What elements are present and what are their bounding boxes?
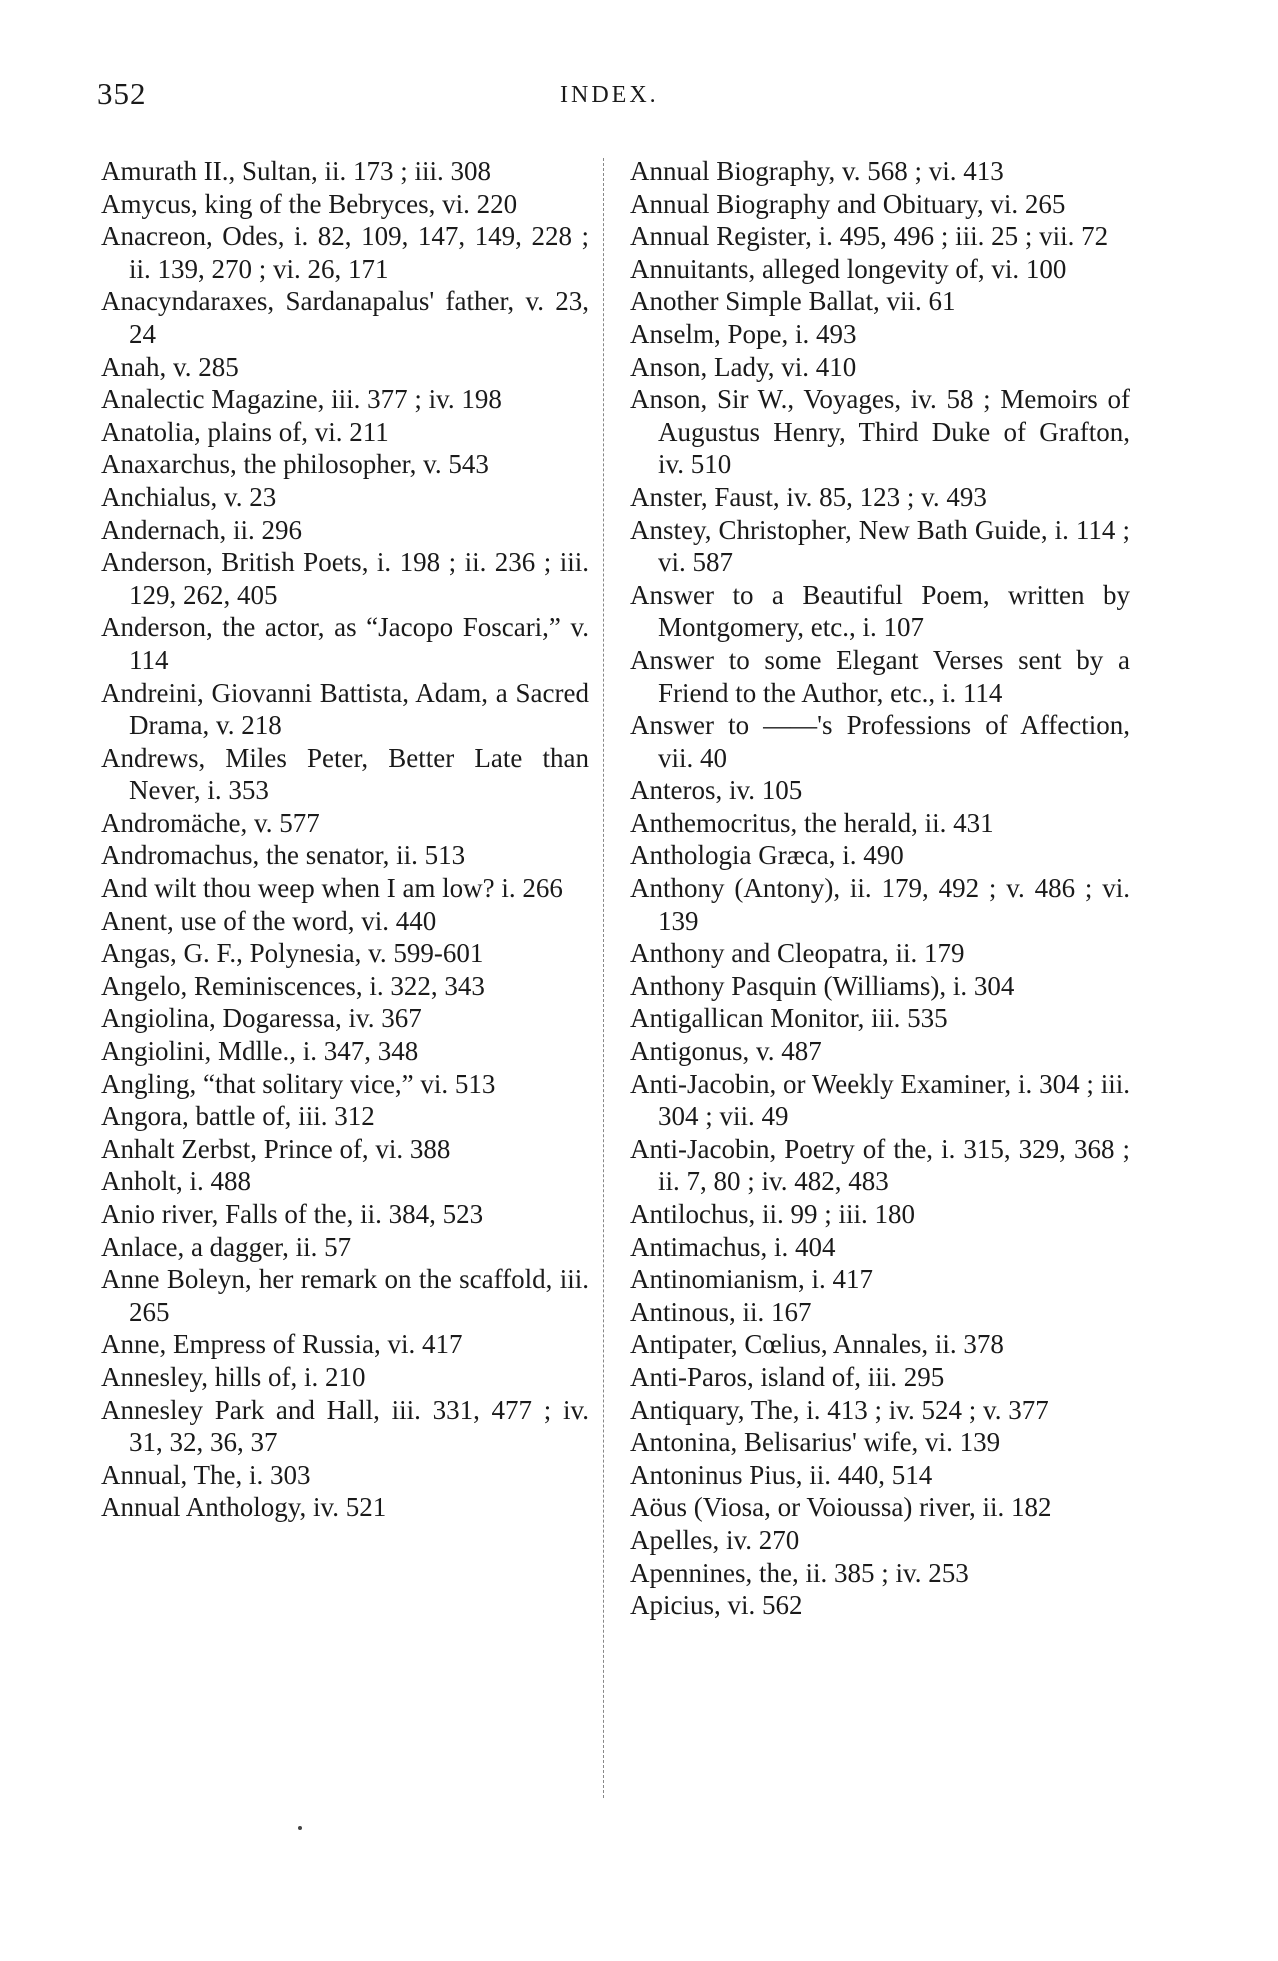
index-entry: Annual Biography, v. 568 ; vi. 413 [630, 156, 1004, 186]
index-entry: Andernach, ii. 296 [101, 514, 302, 545]
index-entry: Angelo, Reminiscences, i. 322, 343 [101, 970, 485, 1001]
index-entry: Anacreon, Odes, i. 82, 109, 147, 149, 228 ; ii. 139, 270 ; vi. 26, 171 [101, 221, 589, 284]
index-entry: Antinomianism, i. 417 [630, 1264, 873, 1295]
index-entry: Anatolia, plains of, vi. 211 [101, 416, 389, 447]
index-entry: Anson, Sir W., Voyages, iv. 58 ; Memoirs of Augustus Henry, Third Duke of Grafton, iv. 510 [630, 384, 1130, 480]
index-entry: Anti-Jacobin, or Weekly Examiner, i. 304 ; iii. 304 ; vii. 49 [630, 1068, 1130, 1132]
index-entry: Anthony and Cleopatra, ii. 179 [630, 938, 965, 969]
index-entry: Anster, Faust, iv. 85, 123 ; v. 493 [630, 481, 987, 512]
index-entry: Annual Register, i. 495, 496 ; iii. 25 ; vii. 72 [630, 221, 1109, 252]
index-entry: Anson, Lady, vi. 410 [630, 351, 857, 382]
index-entry: Angiolini, Mdlle., i. 347, 348 [101, 1036, 419, 1067]
index-entry: Annesley, hills of, i. 210 [101, 1361, 366, 1392]
index-entry: Anne, Empress of Russia, vi. 417 [101, 1329, 463, 1360]
index-entry: Antigallican Monitor, iii. 535 [630, 1003, 948, 1034]
index-entry: Analectic Magazine, iii. 377 ; iv. 198 [101, 384, 502, 415]
index-column-right [630, 155, 1130, 1622]
print-mark [298, 1826, 302, 1830]
index-entry: And wilt thou weep when I am low? i. 266 [101, 873, 563, 904]
index-entry: Angiolina, Dogaressa, iv. 367 [101, 1003, 422, 1034]
index-entry: Aöus (Viosa, or Voioussa) river, ii. 182 [630, 1492, 1052, 1523]
index-entry: Anne Boleyn, her remark on the scaffold, iii. 265 [101, 1264, 589, 1327]
index-entry: Apennines, the, ii. 385 ; iv. 253 [630, 1557, 969, 1588]
index-entry: Andreini, Giovanni Battista, Adam, a Sacred Drama, v. 218 [101, 677, 589, 741]
index-entry: Antinous, ii. 167 [630, 1296, 812, 1327]
index-entry: Anthony (Antony), ii. 179, 492 ; v. 486 ; vi. 139 [630, 873, 1130, 936]
index-entry: Answer to ——'s Professions of Affection, vii. 40 [630, 710, 1130, 773]
index-entry: Anio river, Falls of the, ii. 384, 523 [101, 1199, 484, 1229]
index-entry: Antipater, Cœlius, Annales, ii. 378 [630, 1329, 1004, 1360]
index-entry: Amycus, king of the Bebryces, vi. 220 [101, 188, 518, 219]
index-entry: Apicius, vi. 562 [630, 1590, 803, 1621]
index-entry: Anderson, British Poets, i. 198 ; ii. 236 ; iii. 129, 262, 405 [101, 547, 589, 610]
index-entry: Annual Biography and Obituary, vi. 265 [630, 188, 1066, 219]
index-entry: Anah, v. 285 [101, 351, 239, 382]
index-entry: Annual, The, i. 303 [101, 1459, 311, 1490]
index-entry: Angora, battle of, iii. 312 [101, 1101, 375, 1132]
index-entry: Antimachus, i. 404 [630, 1231, 836, 1262]
index-entry: Annesley Park and Hall, iii. 331, 477 ; iv. 31, 32, 36, 37 [101, 1394, 589, 1458]
index-entry: Annual Anthology, iv. 521 [101, 1492, 387, 1523]
column-divider [603, 158, 604, 1798]
index-entry: Answer to a Beautiful Poem, written by Montgomery, etc., i. 107 [630, 579, 1130, 643]
running-head: INDEX. [560, 82, 659, 108]
index-entry: Antiquary, The, i. 413 ; iv. 524 ; v. 377 [630, 1394, 1049, 1425]
index-entry: Anthemocritus, the herald, ii. 431 [630, 807, 994, 838]
index-entry: Antigonus, v. 487 [630, 1036, 822, 1067]
index-entry: Anent, use of the word, vi. 440 [101, 905, 437, 936]
index-entry: Another Simple Ballat, vii. 61 [630, 286, 956, 317]
index-entry: Anstey, Christopher, New Bath Guide, i. 114 ; vi. 587 [630, 514, 1130, 578]
index-entry: Anlace, a dagger, ii. 57 [101, 1231, 352, 1262]
index-entry: Anteros, iv. 105 [630, 775, 803, 806]
page-number: 352 [97, 76, 147, 111]
index-entry: Anhalt Zerbst, Prince of, vi. 388 [101, 1133, 451, 1164]
index-entry: Andrews, Miles Peter, Better Late than Never, i. 353 [101, 742, 589, 806]
index-entry: Andromäche, v. 577 [101, 807, 320, 838]
index-entry: Antonina, Belisarius' wife, vi. 139 [630, 1427, 1001, 1458]
index-entry: Annuitants, alleged longevity of, vi. 100 [630, 253, 1067, 284]
index-entry: Antilochus, ii. 99 ; iii. 180 [630, 1199, 916, 1229]
index-entry: Anderson, the actor, as “Jacopo Foscari,” v. 114 [101, 612, 589, 675]
index-entry: Amurath II., Sultan, ii. 173 ; iii. 308 [101, 156, 491, 186]
index-entry: Antoninus Pius, ii. 440, 514 [630, 1459, 933, 1490]
index-entry: Apelles, iv. 270 [630, 1524, 800, 1555]
index-entry: Anaxarchus, the philosopher, v. 543 [101, 449, 489, 480]
index-entry: Angas, G. F., Polynesia, v. 599-601 [101, 938, 484, 969]
index-entry: Andromachus, the senator, ii. 513 [101, 840, 466, 871]
index-entry: Anthologia Græca, i. 490 [630, 840, 904, 871]
index-entry: Anchialus, v. 23 [101, 481, 277, 512]
index-entry: Answer to some Elegant Verses sent by a Friend to the Author, etc., i. 114 [630, 644, 1130, 708]
index-column-left [101, 155, 589, 1524]
index-entry: Anti-Paros, island of, iii. 295 [630, 1361, 945, 1392]
index-entry: Anti-Jacobin, Poetry of the, i. 315, 329, 368 ; ii. 7, 80 ; iv. 482, 483 [630, 1133, 1130, 1197]
index-entry: Anthony Pasquin (Williams), i. 304 [630, 970, 1015, 1001]
index-entry: Angling, “that solitary vice,” vi. 513 [101, 1068, 496, 1099]
index-entry: Anselm, Pope, i. 493 [630, 318, 857, 349]
index-entry: Anholt, i. 488 [101, 1166, 252, 1197]
index-entry: Anacyndaraxes, Sardanapalus' father, v. 23, 24 [101, 286, 589, 349]
